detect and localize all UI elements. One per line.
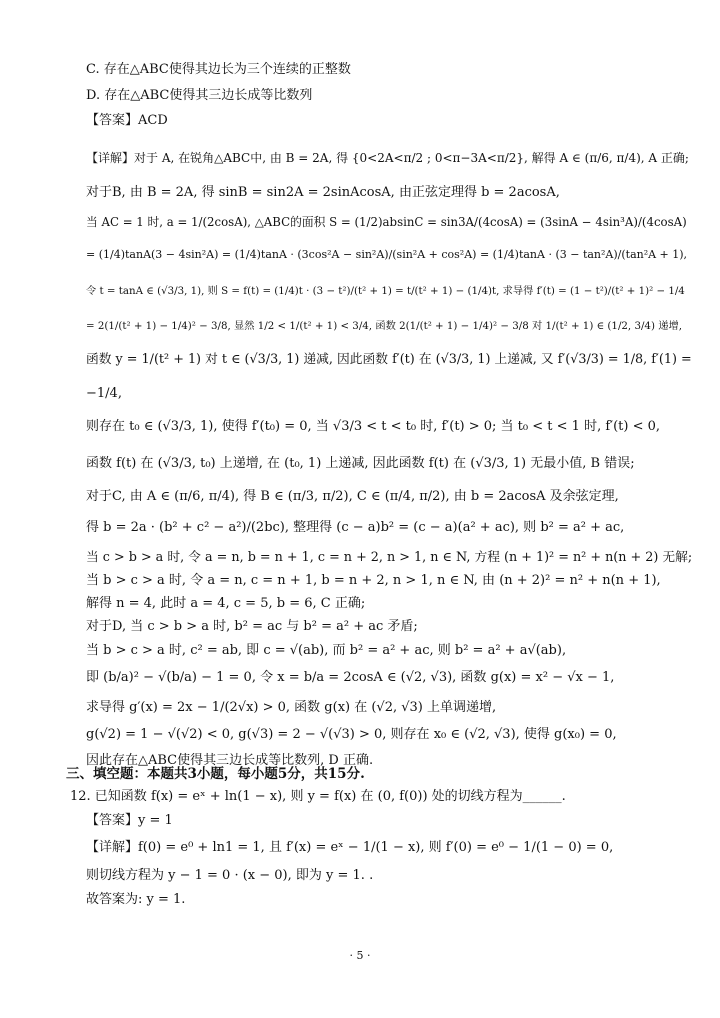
text-line: 函数 y = 1/(t² + 1) 对 t ∈ (√3/3, 1) 递减, 因此函数 f′(t) 在 (√3/3, 1) 上递减, 又 f′(√3/3) = 1/8, f′(1) = bbox=[86, 352, 692, 367]
text-line: 解得 n = 4, 此时 a = 4, c = 5, b = 6, C 正确; bbox=[86, 596, 366, 611]
text-line: 当 AC = 1 时, a = 1/(2cosA), △ABC的面积 S = (1/2)absinC = sin3A/(4cosA) = (3sinA − 4sin³A)/(4cosA) bbox=[86, 215, 687, 229]
question-12-tangent-line: 则切线方程为 y − 1 = 0 · (x − 0), 即为 y = 1. . bbox=[86, 868, 374, 883]
text-line: 【详解】对于 A, 在锐角△ABC中, 由 B = 2A, 得 {0<2A<π/2 ; 0<π−3A<π/2}, 解得 A ∈ (π/6, π/4), A 正确; bbox=[86, 151, 689, 165]
question-12-detail: 【详解】f(0) = e⁰ + ln1 = 1, 且 f′(x) = eˣ − 1/(1 − x), 则 f′(0) = e⁰ − 1/(1 − 0) = 0, bbox=[86, 840, 614, 855]
text-line: D. 存在△ABC使得其三边长成等比数列 bbox=[86, 88, 313, 103]
text-line: 当 c > b > a 时, 令 a = n, b = n + 1, c = n + 2, n > 1, n ∈ N, 方程 (n + 1)² = n² + n(n + 2) 无解; bbox=[86, 550, 693, 565]
text-line: 函数 f(t) 在 (√3/3, t₀) 上递增, 在 (t₀, 1) 上递减, 因此函数 f(t) 在 (√3/3, 1) 无最小值, B 错误; bbox=[86, 456, 635, 471]
text-line: 即 (b/a)² − √(b/a) − 1 = 0, 令 x = b/a = 2cosA ∈ (√2, √3), 函数 g(x) = x² − √x − 1, bbox=[86, 670, 615, 685]
text-line: 对于C, 由 A ∈ (π/6, π/4), 得 B ∈ (π/3, π/2), C ∈ (π/4, π/2), 由 b = 2acosA 及余弦定理, bbox=[86, 489, 619, 504]
question-12-conclusion: 故答案为: y = 1. bbox=[86, 892, 186, 907]
text-line: g(√2) = 1 − √(√2) < 0, g(√3) = 2 − √(√3) > 0, 则存在 x₀ ∈ (√2, √3), 使得 g(x₀) = 0, bbox=[86, 727, 617, 742]
text-line: 令 t = tanA ∈ (√3/3, 1), 则 S = f(t) = (1/4)t · (3 − t²)/(t² + 1) = t/(t² + 1) − (1/4)t, 求导得 f′(t) = (1 − t²)/(t² + 1)² − 1/4 bbox=[86, 285, 685, 297]
text-line: 【答案】ACD bbox=[86, 113, 168, 128]
text-line: C. 存在△ABC使得其边长为三个连续的正整数 bbox=[86, 62, 351, 77]
text-line: −1/4, bbox=[86, 386, 122, 401]
text-line: 当 b > c > a 时, 令 a = n, c = n + 1, b = n + 2, n > 1, n ∈ N, 由 (n + 2)² = n² + n(n + 1), bbox=[86, 573, 661, 588]
text-line: 对于D, 当 c > b > a 时, b² = ac 与 b² = a² + ac 矛盾; bbox=[86, 619, 418, 634]
text-line: = (1/4)tanA(3 − 4sin²A) = (1/4)tanA · (3cos²A − sin²A)/(sin²A + cos²A) = (1/4)tanA · (3 − tan²A)/(tan²A + 1), bbox=[86, 248, 688, 261]
text-line: 求导得 g′(x) = 2x − 1/(2√x) > 0, 函数 g(x) 在 (√2, √3) 上单调递增, bbox=[86, 700, 497, 715]
page-number: · 5 · bbox=[349, 949, 371, 962]
text-line: = 2(1/(t² + 1) − 1/4)² − 3/8, 显然 1/2 < 1/(t² + 1) < 3/4, 函数 2(1/(t² + 1) − 1/4)² − 3/8 对 1/(t² + 1) ∈ (1/2, 3/4) 递增, bbox=[86, 320, 682, 332]
text-line: 因此存在△ABC使得其三边长成等比数列, D 正确. bbox=[86, 753, 374, 768]
text-line: 则存在 t₀ ∈ (√3/3, 1), 使得 f′(t₀) = 0, 当 √3/3 < t < t₀ 时, f′(t) > 0; 当 t₀ < t < 1 时, f′(t) < 0, bbox=[86, 419, 661, 434]
text-line: 当 b > c > a 时, c² = ab, 即 c = √(ab), 而 b² = a² + ac, 则 b² = a² + a√(ab), bbox=[86, 643, 567, 658]
section-title: 三、填空题：本题共3小题，每小题5分，共15分. bbox=[66, 766, 365, 782]
question-12: 12. 已知函数 f(x) = eˣ + ln(1 − x), 则 y = f(x) 在 (0, f(0)) 处的切线方程为______. bbox=[70, 789, 566, 804]
question-12-answer: 【答案】y = 1 bbox=[86, 813, 173, 828]
text-line: 对于B, 由 B = 2A, 得 sinB = sin2A = 2sinAcosA, 由正弦定理得 b = 2acosA, bbox=[86, 185, 560, 200]
text-line: 得 b = 2a · (b² + c² − a²)/(2bc), 整理得 (c − a)b² = (c − a)(a² + ac), 则 b² = a² + ac, bbox=[86, 520, 625, 535]
